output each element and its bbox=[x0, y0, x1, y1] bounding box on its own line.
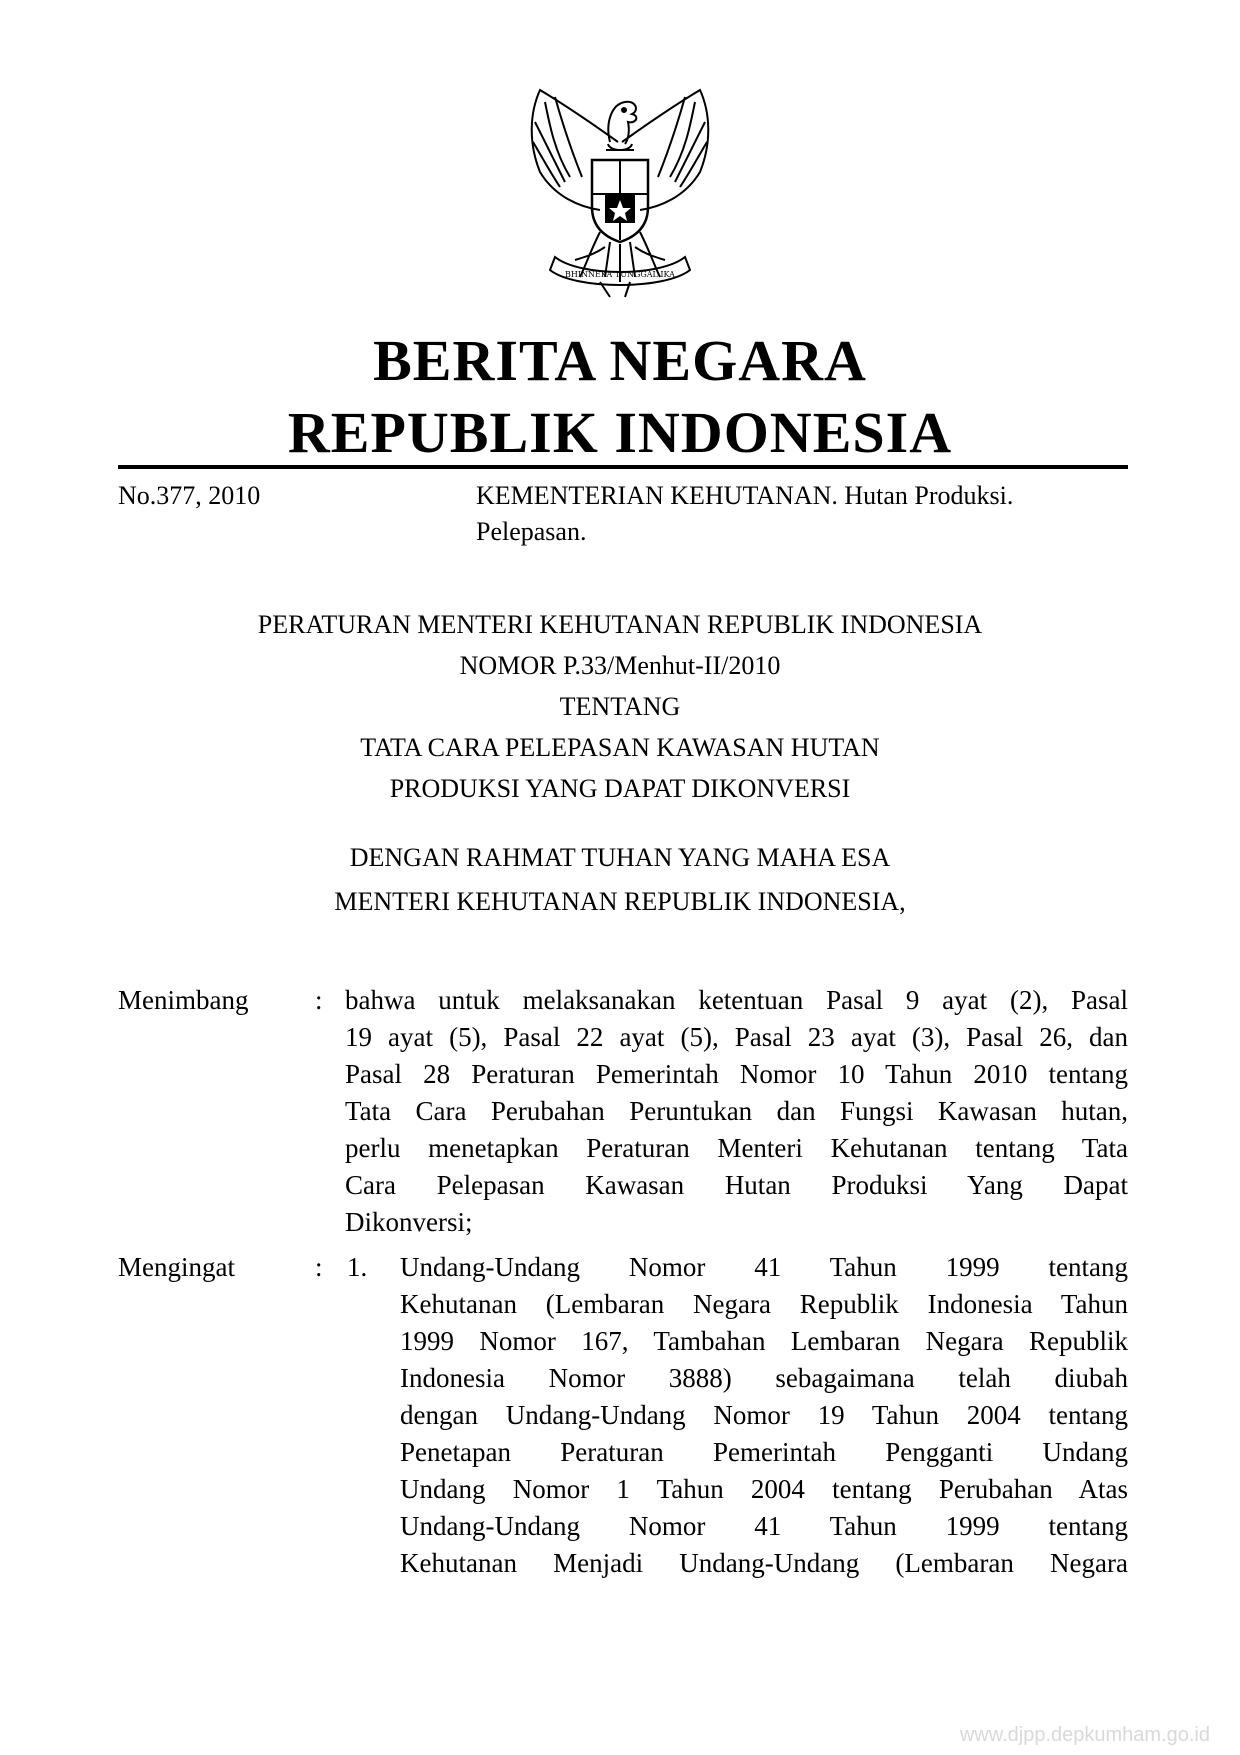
mengingat-line: Penetapan Peraturan Pemerintah Pengganti Undang bbox=[400, 1437, 1128, 1467]
mengingat-line: 1999 Nomor 167, Tambahan Lembaran Negara Republik bbox=[400, 1326, 1128, 1356]
gazette-title-line1: BERITA NEGARA bbox=[373, 328, 867, 393]
menimbang-text bbox=[345, 982, 1128, 1241]
menimbang-line: perlu menetapkan Peraturan Menteri Kehutanan tentang Tata bbox=[345, 1133, 1128, 1163]
menimbang-line: Tata Cara Perubahan Peruntukan dan Fungsi Kawasan hutan, bbox=[345, 1096, 1128, 1126]
mengingat-item-number: 1. bbox=[347, 1252, 368, 1282]
gazette-subject-line2: Pelepasan. bbox=[476, 517, 587, 546]
menimbang-colon: : bbox=[315, 985, 323, 1015]
regulation-line1: PERATURAN MENTERI KEHUTANAN REPUBLIK INDONESIA bbox=[257, 610, 983, 639]
mengingat-line: Undang Nomor 1 Tahun 2004 tentang Perubahan Atas bbox=[400, 1474, 1128, 1504]
gazette-title-line2: REPUBLIK INDONESIA bbox=[287, 400, 953, 465]
menimbang-line: Dikonversi; bbox=[345, 1207, 473, 1237]
mengingat-line: Kehutanan (Lembaran Negara Republik Indonesia Tahun bbox=[400, 1289, 1128, 1319]
header-divider bbox=[118, 465, 1128, 469]
gazette-number: No.377, 2010 bbox=[118, 481, 261, 510]
menimbang-line: bahwa untuk melaksanakan ketentuan Pasal 9 ayat (2), Pasal bbox=[345, 985, 1128, 1015]
mengingat-colon: : bbox=[315, 1252, 323, 1282]
gazette-subject bbox=[476, 478, 1136, 550]
mengingat-line: Undang-Undang Nomor 41 Tahun 1999 tentang bbox=[400, 1511, 1128, 1541]
mengingat-line: dengan Undang-Undang Nomor 19 Tahun 2004 tentang bbox=[400, 1400, 1128, 1430]
menimbang-label: Menimbang bbox=[118, 985, 249, 1015]
regulation-line3: TENTANG bbox=[559, 692, 681, 721]
source-watermark: www.djpp.depkumham.go.id bbox=[959, 1724, 1210, 1746]
regulation-heading bbox=[0, 604, 1240, 809]
mengingat-line: Indonesia Nomor 3888) sebagaimana telah diubah bbox=[400, 1363, 1128, 1393]
preamble-heading bbox=[0, 836, 1240, 924]
regulation-line5: PRODUKSI YANG DAPAT DIKONVERSI bbox=[389, 774, 851, 803]
mengingat-line: Undang-Undang Nomor 41 Tahun 1999 tentang bbox=[400, 1252, 1128, 1282]
mengingat-line: Kehutanan Menjadi Undang-Undang (Lembaran Negara bbox=[400, 1548, 1128, 1578]
mengingat-label: Mengingat bbox=[118, 1252, 235, 1282]
menimbang-line: 19 ayat (5), Pasal 22 ayat (5), Pasal 23 ayat (3), Pasal 26, dan bbox=[345, 1022, 1128, 1052]
menimbang-line: Cara Pelepasan Kawasan Hutan Produksi Yang Dapat bbox=[345, 1170, 1128, 1200]
regulation-line2: NOMOR P.33/Menhut-II/2010 bbox=[459, 651, 781, 680]
menimbang-line: Pasal 28 Peraturan Pemerintah Nomor 10 Tahun 2010 tentang bbox=[345, 1059, 1128, 1089]
mengingat-text bbox=[400, 1249, 1128, 1582]
emblem-motto: BHINNEKA TUNGGAL IKA bbox=[565, 270, 675, 279]
preamble-line2: MENTERI KEHUTANAN REPUBLIK INDONESIA, bbox=[334, 887, 906, 916]
preamble-line1: DENGAN RAHMAT TUHAN YANG MAHA ESA bbox=[349, 843, 891, 872]
gazette-subject-line1: KEMENTERIAN KEHUTANAN. Hutan Produksi. bbox=[476, 481, 1014, 510]
garuda-emblem-icon bbox=[500, 82, 740, 302]
regulation-line4: TATA CARA PELEPASAN KAWASAN HUTAN bbox=[360, 733, 880, 762]
